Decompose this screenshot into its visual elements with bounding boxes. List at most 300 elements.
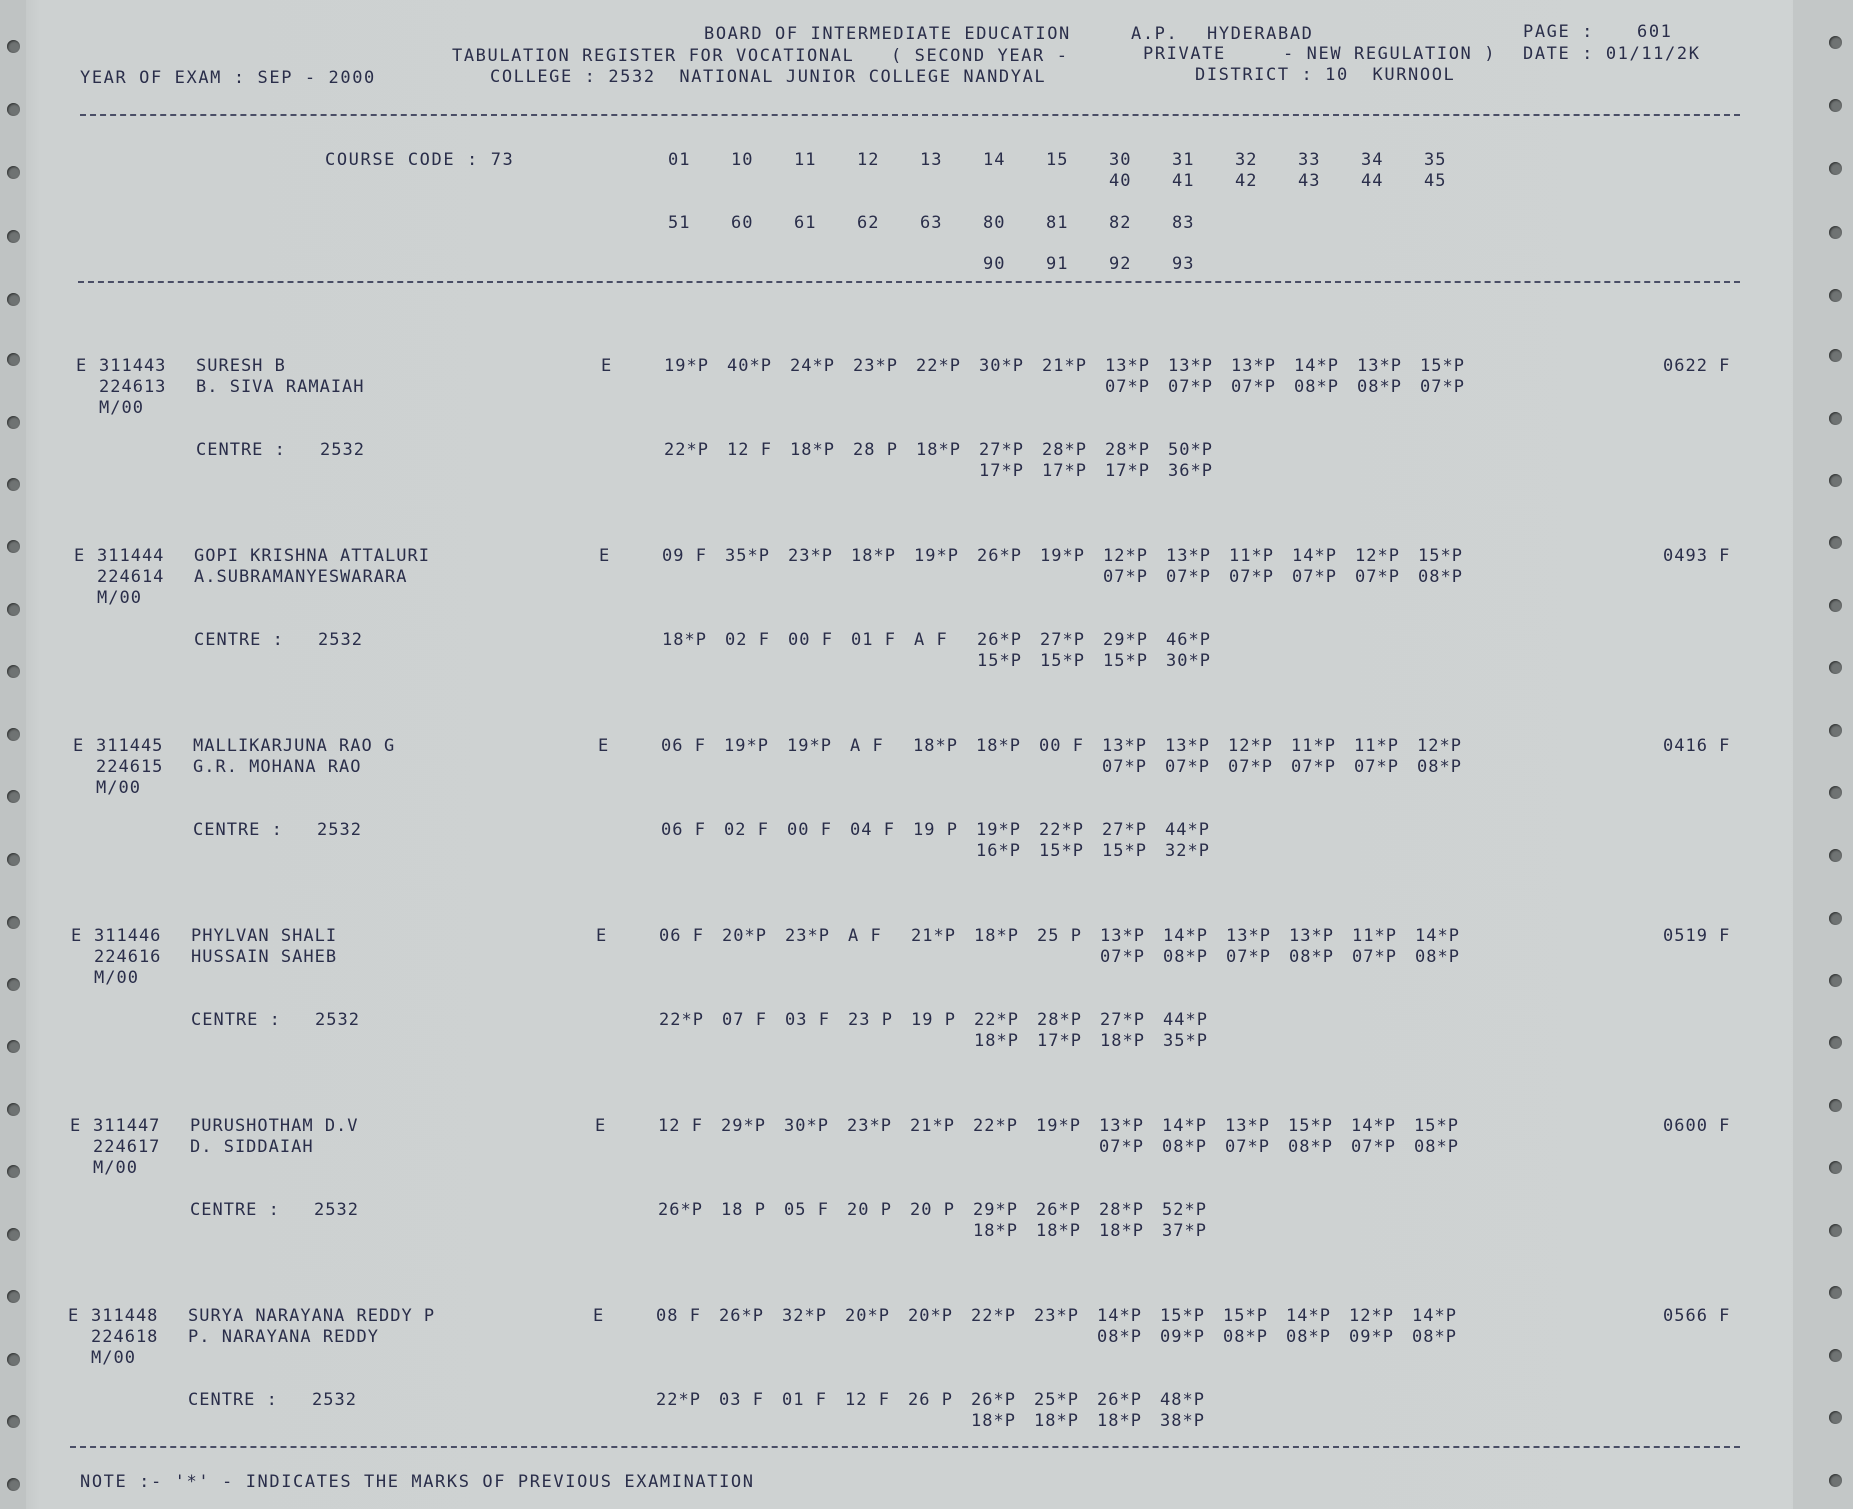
father-name: G.R. MOHANA RAO [193, 757, 362, 777]
course-code-cell: 51 [668, 213, 691, 233]
district: DISTRICT : 10 KURNOOL [1195, 65, 1456, 85]
registration-number: 224616 [94, 947, 162, 967]
binder-hole [1829, 849, 1842, 862]
registration-number: 224615 [96, 757, 164, 777]
total-marks-result: 0600 F [1663, 1116, 1731, 1136]
binder-hole [7, 1165, 20, 1178]
mark-cell: 14*P [1292, 546, 1337, 566]
mark-cell: 04 F [850, 820, 895, 840]
mark-cell: 07*P [1228, 757, 1273, 777]
centre-code: 2532 [320, 440, 365, 460]
mark-cell: 22*P [656, 1390, 701, 1410]
mark-cell: 08*P [1286, 1327, 1331, 1347]
binder-hole [7, 416, 20, 429]
binder-hole [7, 1478, 20, 1491]
father-name: A.SUBRAMANYESWARARA [194, 567, 408, 587]
mark-cell: 07*P [1103, 567, 1148, 587]
mark-cell: 29*P [973, 1200, 1018, 1220]
mark-cell: 08 F [656, 1306, 701, 1326]
mark-cell: 37*P [1162, 1221, 1207, 1241]
mark-cell: 27*P [1102, 820, 1147, 840]
roll-number: 311447 [93, 1116, 161, 1136]
mark-cell: 08*P [1415, 947, 1460, 967]
binder-hole [1829, 1224, 1842, 1237]
exam-flag: E [73, 736, 85, 756]
centre-code: 2532 [317, 820, 362, 840]
mark-cell: 20*P [845, 1306, 890, 1326]
mark-cell: 20*P [908, 1306, 953, 1326]
exam-flag: E [70, 1116, 82, 1136]
course-code-cell: 42 [1235, 171, 1258, 191]
mark-cell: 13*P [1105, 356, 1150, 376]
mark-cell: 18*P [1034, 1411, 1079, 1431]
medium: E [596, 926, 608, 946]
student-name: GOPI KRISHNA ATTALURI [194, 546, 430, 566]
binder-hole [1829, 724, 1842, 737]
course-code-cell: 13 [920, 150, 943, 170]
centre-code: 2532 [314, 1200, 359, 1220]
binder-hole [7, 478, 20, 491]
binder-hole [1829, 1411, 1842, 1424]
father-name: B. SIVA RAMAIAH [196, 377, 365, 397]
binder-hole [7, 230, 20, 243]
mark-cell: 36*P [1168, 461, 1213, 481]
course-code-cell: 92 [1109, 254, 1132, 274]
mark-cell: 21*P [910, 1116, 955, 1136]
mark-cell: 50*P [1168, 440, 1213, 460]
mark-cell: 19*P [914, 546, 959, 566]
mark-cell: 14*P [1097, 1306, 1142, 1326]
mark-cell: 12 F [845, 1390, 890, 1410]
mark-cell: 13*P [1231, 356, 1276, 376]
mark-cell: 22*P [1039, 820, 1084, 840]
total-marks-result: 0416 F [1663, 736, 1731, 756]
mark-cell: 12*P [1103, 546, 1148, 566]
centre-label: CENTRE : [188, 1390, 278, 1410]
mark-cell: 01 F [851, 630, 896, 650]
student-name: PHYLVAN SHALI [191, 926, 338, 946]
mark-cell: 07*P [1166, 567, 1211, 587]
centre-code: 2532 [315, 1010, 360, 1030]
binder-hole [7, 1040, 20, 1053]
course-code-cell: 15 [1046, 150, 1069, 170]
mark-cell: 19*P [1036, 1116, 1081, 1136]
mark-cell: 07*P [1291, 757, 1336, 777]
mark-cell: 25 P [1037, 926, 1082, 946]
mark-cell: 18*P [916, 440, 961, 460]
course-code-cell: 14 [983, 150, 1006, 170]
course-code-cell: 41 [1172, 171, 1195, 191]
binder-hole [1829, 412, 1842, 425]
mark-cell: 21*P [1042, 356, 1087, 376]
binder-hole [1829, 661, 1842, 674]
mark-cell: 07*P [1231, 377, 1276, 397]
mark-cell: 18*P [790, 440, 835, 460]
mark-cell: 15*P [1414, 1116, 1459, 1136]
mark-cell: 26*P [1036, 1200, 1081, 1220]
mark-cell: 06 F [659, 926, 704, 946]
mark-cell: 08*P [1294, 377, 1339, 397]
mark-cell: 13*P [1100, 926, 1145, 946]
mark-cell: 22*P [916, 356, 961, 376]
mark-cell: 13*P [1225, 1116, 1270, 1136]
course-code-cell: 61 [794, 213, 817, 233]
mark-cell: 17*P [1037, 1031, 1082, 1051]
mark-cell: 07 F [722, 1010, 767, 1030]
mark-cell: 52*P [1162, 1200, 1207, 1220]
binder-hole [1829, 599, 1842, 612]
father-name: HUSSAIN SAHEB [191, 947, 338, 967]
centre-label: CENTRE : [196, 440, 286, 460]
centre-label: CENTRE : [191, 1010, 281, 1030]
mark-cell: 03 F [785, 1010, 830, 1030]
mark-cell: 06 F [661, 820, 706, 840]
mark-cell: 13*P [1166, 546, 1211, 566]
course-code-cell: 33 [1298, 150, 1321, 170]
mark-cell: 14*P [1162, 1116, 1207, 1136]
course-code-cell: 35 [1424, 150, 1447, 170]
exam-flag: E [74, 546, 86, 566]
mark-cell: 15*P [1223, 1306, 1268, 1326]
footnote: NOTE :- '*' - INDICATES THE MARKS OF PREVIOUS EXAMINATION [80, 1472, 755, 1492]
year-of-exam: YEAR OF EXAM : SEP - 2000 [80, 68, 376, 88]
mark-cell: 35*P [725, 546, 770, 566]
mark-cell: 26*P [977, 630, 1022, 650]
mark-cell: 26*P [971, 1390, 1016, 1410]
mark-cell: 22*P [664, 440, 709, 460]
mark-cell: 22*P [974, 1010, 1019, 1030]
mark-cell: 15*P [1288, 1116, 1333, 1136]
mark-cell: 15*P [1160, 1306, 1205, 1326]
binder-hole [1829, 1161, 1842, 1174]
gender-code: M/00 [96, 778, 141, 798]
registration-number: 224618 [91, 1327, 159, 1347]
mark-cell: 14*P [1412, 1306, 1457, 1326]
binder-hole [7, 1103, 20, 1116]
mark-cell: 28 P [853, 440, 898, 460]
mark-cell: 29*P [721, 1116, 766, 1136]
mark-cell: 19 P [911, 1010, 956, 1030]
mark-cell: 15*P [1420, 356, 1465, 376]
binder-hole [7, 40, 20, 53]
mark-cell: 18*P [1097, 1411, 1142, 1431]
binder-hole [7, 1353, 20, 1366]
mark-cell: 46*P [1166, 630, 1211, 650]
mark-cell: 26*P [977, 546, 1022, 566]
medium: E [601, 356, 613, 376]
course-code-cell: 60 [731, 213, 754, 233]
mark-cell: 07*P [1354, 757, 1399, 777]
mark-cell: 17*P [1042, 461, 1087, 481]
mark-cell: 00 F [1039, 736, 1084, 756]
mark-cell: 15*P [1418, 546, 1463, 566]
mark-cell: 20 P [847, 1200, 892, 1220]
registration-number: 224617 [93, 1137, 161, 1157]
mark-cell: 08*P [1289, 947, 1334, 967]
mark-cell: 07*P [1168, 377, 1213, 397]
course-code-cell: 30 [1109, 150, 1132, 170]
binder-hole [7, 790, 20, 803]
father-name: D. SIDDAIAH [190, 1137, 314, 1157]
medium: E [595, 1116, 607, 1136]
mark-cell: 08*P [1097, 1327, 1142, 1347]
binder-hole [7, 1290, 20, 1303]
mark-cell: 35*P [1163, 1031, 1208, 1051]
gender-code: M/00 [99, 398, 144, 418]
mark-cell: 44*P [1163, 1010, 1208, 1030]
mark-cell: 12 F [658, 1116, 703, 1136]
binder-hole [1829, 1349, 1842, 1362]
binder-hole [7, 603, 20, 616]
centre-label: CENTRE : [194, 630, 284, 650]
mark-cell: 18*P [971, 1411, 1016, 1431]
mark-cell: 07*P [1292, 567, 1337, 587]
binder-hole [1829, 536, 1842, 549]
mark-cell: 12*P [1349, 1306, 1394, 1326]
mark-cell: 18*P [974, 1031, 1019, 1051]
course-code-cell: 40 [1109, 171, 1132, 191]
mark-cell: 01 F [782, 1390, 827, 1410]
medium: E [598, 736, 610, 756]
medium: E [593, 1306, 605, 1326]
mark-cell: 18*P [1100, 1031, 1145, 1051]
mark-cell: A F [914, 630, 948, 650]
gender-code: M/00 [93, 1158, 138, 1178]
mark-cell: 07*P [1099, 1137, 1144, 1157]
mark-cell: 30*P [1166, 651, 1211, 671]
mark-cell: 07*P [1102, 757, 1147, 777]
right-tractor-strip [1793, 0, 1853, 1509]
mark-cell: 07*P [1351, 1137, 1396, 1157]
course-code-cell: 44 [1361, 171, 1384, 191]
course-code-cell: 45 [1424, 171, 1447, 191]
binder-hole [1829, 474, 1842, 487]
roll-number: 311448 [91, 1306, 159, 1326]
mark-cell: 26*P [719, 1306, 764, 1326]
board-title: BOARD OF INTERMEDIATE EDUCATION [704, 24, 1071, 44]
binder-hole [7, 103, 20, 116]
mark-cell: 20*P [722, 926, 767, 946]
mark-cell: 18*P [851, 546, 896, 566]
mark-cell: 23*P [853, 356, 898, 376]
binder-hole [1829, 99, 1842, 112]
roll-number: 311446 [94, 926, 162, 946]
mark-cell: 22*P [971, 1306, 1016, 1326]
binder-hole [1829, 226, 1842, 239]
student-name: SURESH B [196, 356, 286, 376]
mark-cell: 13*P [1099, 1116, 1144, 1136]
course-code-cell: 90 [983, 254, 1006, 274]
mark-cell: 32*P [782, 1306, 827, 1326]
mark-cell: 19*P [787, 736, 832, 756]
mark-cell: 00 F [787, 820, 832, 840]
exam-flag: E [68, 1306, 80, 1326]
mark-cell: 07*P [1100, 947, 1145, 967]
binder-hole [7, 166, 20, 179]
mark-cell: 05 F [784, 1200, 829, 1220]
mark-cell: 19*P [664, 356, 709, 376]
binder-hole [1829, 974, 1842, 987]
mark-cell: 22*P [973, 1116, 1018, 1136]
mark-cell: 28*P [1042, 440, 1087, 460]
exam-type: PRIVATE [1143, 44, 1226, 64]
course-code-cell: 62 [857, 213, 880, 233]
mark-cell: 06 F [661, 736, 706, 756]
mark-cell: 18*P [913, 736, 958, 756]
mark-cell: 11*P [1229, 546, 1274, 566]
mark-cell: 18 P [721, 1200, 766, 1220]
mark-cell: 23*P [847, 1116, 892, 1136]
mark-cell: 08*P [1412, 1327, 1457, 1347]
binder-hole [7, 1228, 20, 1241]
mark-cell: 18*P [662, 630, 707, 650]
student-name: MALLIKARJUNA RAO G [193, 736, 396, 756]
mark-cell: 20 P [910, 1200, 955, 1220]
binder-hole [7, 353, 20, 366]
mark-cell: 29*P [1103, 630, 1148, 650]
mark-cell: A F [850, 736, 884, 756]
course-code-cell: 32 [1235, 150, 1258, 170]
mark-cell: 07*P [1352, 947, 1397, 967]
mark-cell: 26 P [908, 1390, 953, 1410]
mark-cell: 13*P [1168, 356, 1213, 376]
mark-cell: 03 F [719, 1390, 764, 1410]
mark-cell: 23*P [788, 546, 833, 566]
mark-cell: 13*P [1102, 736, 1147, 756]
gender-code: M/00 [97, 588, 142, 608]
course-code-cell: 01 [668, 150, 691, 170]
mark-cell: 08*P [1162, 1137, 1207, 1157]
mark-cell: 14*P [1163, 926, 1208, 946]
course-code-cell: 34 [1361, 150, 1384, 170]
course-code-cell: 12 [857, 150, 880, 170]
mark-cell: 18*P [973, 1221, 1018, 1241]
mark-cell: 30*P [979, 356, 1024, 376]
mark-cell: 18*P [1099, 1221, 1144, 1241]
mark-cell: 08*P [1223, 1327, 1268, 1347]
father-name: P. NARAYANA REDDY [188, 1327, 379, 1347]
mark-cell: 11*P [1352, 926, 1397, 946]
binder-hole [1829, 786, 1842, 799]
mark-cell: 12*P [1417, 736, 1462, 756]
mark-cell: 18*P [976, 736, 1021, 756]
regulation: - NEW REGULATION ) [1283, 44, 1497, 64]
footer-divider [70, 1446, 1740, 1448]
course-code-cell: 10 [731, 150, 754, 170]
mark-cell: 00 F [788, 630, 833, 650]
mark-cell: 14*P [1415, 926, 1460, 946]
codes-divider [78, 281, 1740, 283]
mark-cell: 28*P [1105, 440, 1150, 460]
course-code-cell: 80 [983, 213, 1006, 233]
mark-cell: 08*P [1288, 1137, 1333, 1157]
registration-number: 224613 [99, 377, 167, 397]
mark-cell: 26*P [1097, 1390, 1142, 1410]
gender-code: M/00 [91, 1348, 136, 1368]
binder-hole [7, 293, 20, 306]
binder-hole [7, 916, 20, 929]
mark-cell: 40*P [727, 356, 772, 376]
mark-cell: 14*P [1294, 356, 1339, 376]
centre-label: CENTRE : [190, 1200, 280, 1220]
mark-cell: 23 P [848, 1010, 893, 1030]
mark-cell: 12*P [1355, 546, 1400, 566]
mark-cell: 23*P [1034, 1306, 1079, 1326]
roll-number: 311444 [97, 546, 165, 566]
mark-cell: 23*P [785, 926, 830, 946]
mark-cell: 19*P [1040, 546, 1085, 566]
mark-cell: 02 F [725, 630, 770, 650]
mark-cell: 07*P [1355, 567, 1400, 587]
gender-code: M/00 [94, 968, 139, 988]
mark-cell: 25*P [1034, 1390, 1079, 1410]
mark-cell: 48*P [1160, 1390, 1205, 1410]
course-code: COURSE CODE : 73 [325, 150, 515, 170]
register-title: TABULATION REGISTER FOR VOCATIONAL [452, 46, 855, 66]
course-code-cell: 31 [1172, 150, 1195, 170]
mark-cell: 08*P [1417, 757, 1462, 777]
mark-cell: 44*P [1165, 820, 1210, 840]
mark-cell: 26*P [658, 1200, 703, 1220]
course-code-cell: 82 [1109, 213, 1132, 233]
course-code-cell: 11 [794, 150, 817, 170]
page-label: PAGE : [1523, 22, 1595, 42]
mark-cell: 27*P [1100, 1010, 1145, 1030]
mark-cell: 15*P [1039, 841, 1084, 861]
mark-cell: 09*P [1160, 1327, 1205, 1347]
mark-cell: 19*P [976, 820, 1021, 840]
binder-hole [1829, 162, 1842, 175]
mark-cell: 08*P [1163, 947, 1208, 967]
mark-cell: 08*P [1418, 567, 1463, 587]
mark-cell: 18*P [1036, 1221, 1081, 1241]
mark-cell: 11*P [1291, 736, 1336, 756]
course-code-cell: 83 [1172, 213, 1195, 233]
binder-hole [1829, 1474, 1842, 1487]
mark-cell: 28*P [1099, 1200, 1144, 1220]
print-date: DATE : 01/11/2K [1523, 44, 1701, 64]
total-marks-result: 0493 F [1663, 546, 1731, 566]
binder-hole [1829, 349, 1842, 362]
course-code-cell: 91 [1046, 254, 1069, 274]
total-marks-result: 0566 F [1663, 1306, 1731, 1326]
mark-cell: 07*P [1420, 377, 1465, 397]
mark-cell: 15*P [1103, 651, 1148, 671]
binder-hole [1829, 912, 1842, 925]
binder-hole [1829, 1036, 1842, 1049]
mark-cell: 07*P [1105, 377, 1150, 397]
mark-cell: 13*P [1226, 926, 1271, 946]
mark-cell: 07*P [1226, 947, 1271, 967]
binder-hole [7, 728, 20, 741]
mark-cell: 22*P [659, 1010, 704, 1030]
binder-hole [7, 540, 20, 553]
mark-cell: 14*P [1351, 1116, 1396, 1136]
mark-cell: 07*P [1165, 757, 1210, 777]
mark-cell: 15*P [977, 651, 1022, 671]
mark-cell: 19 P [913, 820, 958, 840]
roll-number: 311443 [99, 356, 167, 376]
mark-cell: 38*P [1160, 1411, 1205, 1431]
mark-cell: 13*P [1357, 356, 1402, 376]
mark-cell: 17*P [1105, 461, 1150, 481]
medium: E [599, 546, 611, 566]
mark-cell: 15*P [1040, 651, 1085, 671]
mark-cell: 19*P [724, 736, 769, 756]
mark-cell: 08*P [1414, 1137, 1459, 1157]
binder-hole [1829, 289, 1842, 302]
mark-cell: 12 F [727, 440, 772, 460]
